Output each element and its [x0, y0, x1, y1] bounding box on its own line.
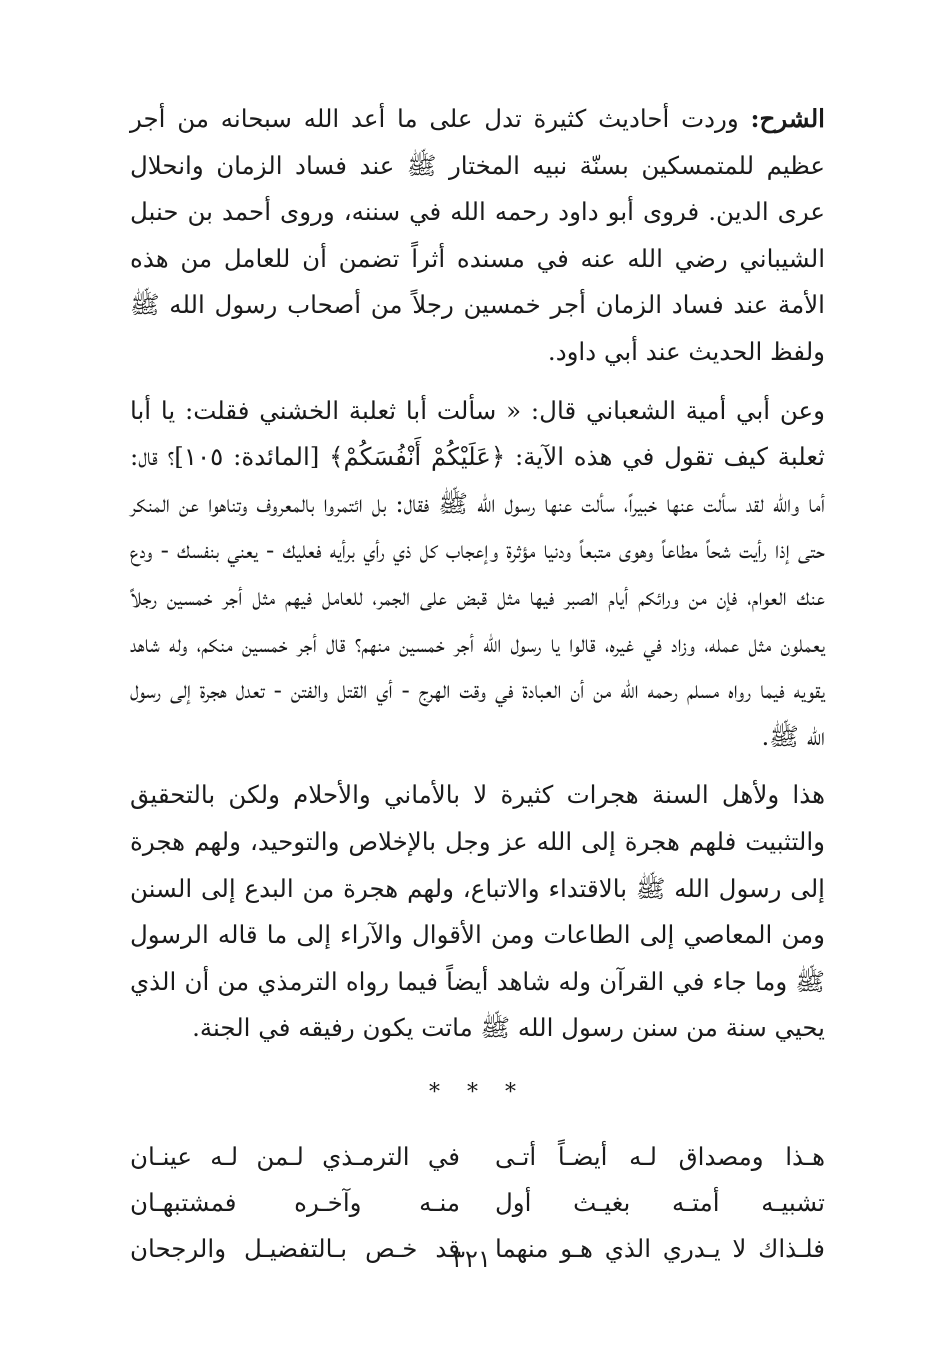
poem-second-hemistich: في الترمـذي لـمن لـه عينـان [130, 1141, 460, 1171]
page-body [130, 96, 825, 1272]
section-separator: * * * [429, 1079, 526, 1105]
poem-first-hemistich: تشبيـه أمتـه بغيـث أول [495, 1187, 825, 1217]
commentary-paragraph [130, 96, 825, 376]
commentary-heading: الشرح: [750, 104, 825, 133]
poem-second-hemistich: منـه وآخـره فمشتبهـان [130, 1187, 460, 1217]
poem-first-hemistich: هـذا ومصداق لـه أيضـاً أتـى [495, 1141, 825, 1171]
paragraph-text: وعن أبي أمية الشعباني قال: « سألت أبا ثعلبة الخشني فقلت: يا أبا ثعلبة كيف تقول في هذه الآية: ﴿عَلَيْكُمْ أَنْفُسَكُمْ﴾ [المائدة: ١٠٥]؟ قال: أما والله لقد سألت عنها خبيراً، سألت عنها رسول الله ﷺ فقال: بل ائتمروا بالمعروف وتناهوا عن المنكر حتى إذا رأيت شحاً مطاعاً وهوى متبعاً ودنيا مؤثرة وإعجاب كل ذي رأي برأيه فعليك - يعني بنفسك - ودع عنك العوام، فإن من ورائكم أيام الصبر فيها مثل قبض على الجمر، للعامل فيهم مثل أجر خمسين رجلاً يعملون مثل عمله، وزاد في غيره، قالوا يا رسول الله أجر خمسين منهم؟ قال أجر خمسين منكم، وله شاهد يقويه فيما رواه مسلم رحمه الله من أن العبادة في وقت الهرج - أي القتل والفتن - تعدل هجرة إلى رسول الله ﷺ. [130, 395, 825, 751]
poem-second-hemistich: قد خـص بـالتفضيـل والرجحان [130, 1233, 460, 1263]
page-number: ٣٢١ [452, 1245, 491, 1273]
paragraph-text: وردت أحاديث كثيرة تدل على ما أعد الله سبحانه من أجر عظيم للمتمسكين بسنّة نبيه المختار ﷺ عند فساد الزمان وانحلال عرى الدين. فروى أبو داود رحمه الله في سننه، وروى أحمد بن حنبل الشيباني رضي الله عنه في مسنده أثراً تضمن أن للعامل من هذه الأمة عند فساد الزمان أجر خمسين رجلاً من أصحاب رسول الله ﷺ ولفظ الحديث عند أبي داود. [130, 104, 825, 366]
poem-first-hemistich: فلـذاك لا يـدري الذي هـو منهما [495, 1233, 825, 1263]
hadith-paragraph [130, 388, 825, 761]
poem-verse [130, 1134, 825, 1180]
poem-verse [130, 1180, 825, 1226]
paragraph-text: هذا ولأهل السنة هجرات كثيرة لا بالأماني والأحلام ولكن بالتحقيق والتثبيت فلهم هجرة إلى الله عز وجل بالإخلاص والتوحيد، ولهم هجرة إلى رسول الله ﷺ بالاقتداء والاتباع، ولهم هجرة من البدع إلى السنن ومن المعاصي إلى الطاعات ومن الأقوال والآراء إلى ما قاله الرسول ﷺ وما جاء في القرآن وله شاهد أيضاً فيما رواه الترمذي من أن الذي يحيي سنة من سنن رسول الله ﷺ ماتت يكون رفيقه في الجنة. [130, 780, 825, 1043]
hijra-paragraph [130, 772, 825, 1052]
